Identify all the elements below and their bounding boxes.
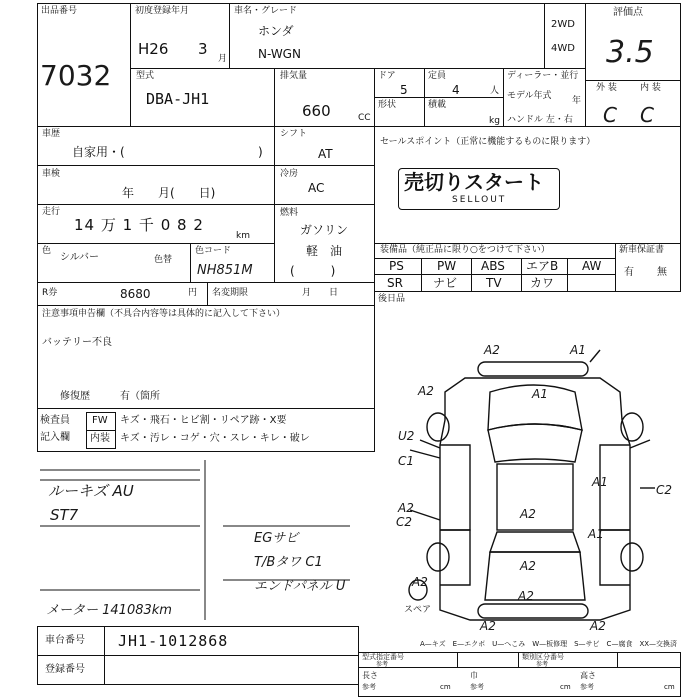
diagram-mark-a1-front: A1 — [570, 343, 586, 357]
body-outline — [440, 378, 630, 620]
model-code-label: 型式 — [136, 71, 155, 81]
equip-leather: カワ — [530, 276, 555, 290]
disp-label: 排気量 — [280, 71, 308, 81]
equip-title: 装備品（純正品に限り○をつけて下さい） — [380, 245, 550, 255]
color-code-label: 色コード — [195, 246, 232, 256]
diagram-mark-a2-left-fender: A2 — [418, 384, 434, 398]
reg-label: 初度登録年月 — [135, 6, 190, 16]
fw-items: キズ・飛石・ヒビ割・リペア跡・X要 — [120, 415, 287, 426]
load-label: 積載 — [428, 100, 447, 110]
sellout-stamp-sub: SELLOUT — [452, 195, 507, 205]
cap-label: 定員 — [428, 71, 447, 81]
mileage-label: 走行 — [42, 207, 61, 217]
name-change-label: 名変期限 — [212, 288, 249, 298]
hw-line-5: エンドパネル U — [254, 579, 346, 594]
name-change-value: 月 日 — [302, 288, 339, 298]
equip-sr: SR — [387, 276, 403, 290]
equip-pw: PW — [437, 259, 457, 273]
retrofit-label: 後日品 — [378, 294, 406, 304]
int-label: 内 装 — [640, 83, 661, 93]
color-label: 色 — [42, 246, 52, 256]
lot-label: 出品番号 — [41, 6, 78, 16]
ext-value: C — [603, 103, 617, 127]
recycle-label: R券 — [42, 288, 58, 298]
color-code: NH851M — [197, 263, 253, 278]
ac-label: 冷房 — [280, 169, 299, 179]
disp-value: 660 — [302, 102, 331, 120]
load-unit: kg — [489, 116, 500, 126]
rear-bumper — [478, 604, 588, 618]
mileage-unit: km — [236, 231, 250, 241]
int-items: キズ・汚レ・コゲ・穴・スレ・キレ・破レ — [120, 433, 310, 444]
repair-value: 有（箇所 — [120, 391, 160, 402]
diagram-mark-a2-left-rear: A2 — [412, 575, 428, 589]
diagram-mark-a2-roof: A2 — [520, 507, 536, 521]
shaken-label: 車検 — [42, 169, 61, 179]
notes-title: 注意事項申告欄（不具合内容等は具体的に記入して下さい） — [42, 309, 286, 319]
chassis-value: JH1-1012868 — [118, 632, 229, 650]
height-label: 高さ — [580, 671, 596, 680]
width-label: 巾 — [470, 671, 478, 680]
shift-value: AT — [318, 147, 333, 161]
model-code: DBA-JH1 — [146, 90, 210, 108]
diagram-mark-a2-rear-window: A2 — [520, 559, 536, 573]
grade-label: 評価点 — [613, 7, 643, 18]
length-ref: 参考 — [362, 683, 376, 691]
right-rear-door — [600, 530, 630, 585]
recolor-label: 色替 — [154, 255, 173, 265]
reg-month-unit: 月 — [218, 54, 228, 64]
hist-close: ) — [258, 145, 263, 159]
plate-label: 登録番号 — [45, 664, 85, 675]
spare-label: スペア — [404, 605, 432, 615]
warranty-yes: 有 — [624, 267, 634, 278]
sellout-stamp-main: 売切りスタート — [404, 170, 544, 194]
cap-unit: 人 — [490, 86, 500, 96]
length-unit: cm — [440, 683, 451, 691]
car-label: 車名・グレード — [234, 6, 298, 16]
doors-value: 5 — [400, 83, 408, 97]
hw-line-2: ST7 — [50, 506, 79, 524]
diagram-mark-a1-hood: A1 — [532, 387, 548, 401]
grade-value: 3.5 — [606, 35, 654, 70]
shift-label: シフト — [280, 129, 308, 139]
wheel-rear-right — [621, 543, 643, 571]
diagram-mark-a2-tailgate: A2 — [518, 589, 534, 603]
rear-window — [490, 532, 580, 552]
equip-ps: PS — [389, 259, 404, 273]
repair-label: 修復歴 — [60, 391, 90, 402]
color-value: シルバー — [60, 252, 100, 263]
equip-aw: AW — [582, 259, 602, 273]
hist-value: 自家用・( — [72, 145, 125, 159]
diagram-mark-c2-right: C2 — [656, 483, 673, 497]
year-unit: 年 — [572, 96, 582, 106]
recycle-value: 8680 — [120, 287, 151, 301]
type-num-ref: 参考 — [376, 661, 389, 668]
ac-value: AC — [308, 181, 325, 195]
dims-row — [358, 667, 681, 697]
front-bumper — [478, 362, 588, 376]
warranty-no: 無 — [657, 267, 667, 278]
hw-line-3: EGサビ — [254, 531, 299, 546]
diagram-mark-u2: U2 — [398, 429, 415, 443]
inspector-label-2: 記入欄 — [40, 432, 70, 443]
int-row-label: 内装 — [90, 433, 110, 444]
hw-line-1: ルーキズ AU — [48, 482, 134, 500]
left-front-door — [440, 445, 470, 530]
equip-airbag: エアB — [526, 259, 559, 273]
windshield — [488, 424, 582, 462]
diagram-mark-a2-left-door: A2 — [398, 501, 414, 515]
model-year-label: モデル年式 — [507, 91, 552, 101]
sales-title: セールスポイント（正常に機能するものに限ります） — [380, 137, 596, 147]
recycle-unit: 円 — [188, 288, 198, 298]
reg-era: H26 — [138, 40, 169, 58]
hist-label: 車歴 — [42, 129, 61, 139]
width-unit: cm — [560, 683, 571, 691]
drive-2wd: 2WD — [551, 19, 575, 30]
left-rear-door — [440, 530, 470, 585]
wheel-front-left — [427, 413, 449, 441]
chassis-label: 車台番号 — [45, 635, 85, 646]
fuel-other: ( ) — [290, 264, 336, 278]
dealer-label: ディーラー・並行 — [507, 71, 579, 81]
diagram-mark-c1: C1 — [398, 454, 415, 468]
wheel-rear-left — [427, 543, 449, 571]
width-ref: 参考 — [470, 683, 484, 691]
fuel-gas: ガソリン — [300, 223, 349, 237]
diagram-mark-a2-rear-bumper-right: A2 — [590, 619, 606, 633]
equip-navi: ナビ — [433, 276, 458, 290]
length-label: 長さ — [362, 671, 378, 680]
disp-unit: CC — [358, 113, 371, 123]
diagram-mark-a2-rear-bumper-left: A2 — [480, 619, 496, 633]
notes-content: バッテリー不良 — [42, 337, 112, 348]
type-num-label: 型式指定番号 — [362, 653, 404, 661]
reg-month: 3 — [198, 40, 208, 58]
drive-4wd: 4WD — [551, 43, 575, 54]
model: N-WGN — [258, 47, 301, 61]
diagram-mark-a2-front: A2 — [484, 343, 500, 357]
hw-line-4: T/Bタワ C1 — [254, 555, 323, 570]
warranty-label: 新車保証書 — [619, 245, 665, 255]
diagram-mark-c2-left: C2 — [396, 515, 413, 529]
ext-label: 外 装 — [596, 83, 617, 93]
shaken-value: 年 月( 日) — [122, 186, 216, 200]
doors-label: ドア — [378, 71, 396, 81]
equip-tv: TV — [486, 276, 502, 290]
equip-abs: ABS — [481, 259, 505, 273]
class-num-ref: 参考 — [536, 661, 549, 668]
height-unit: cm — [664, 683, 675, 691]
diagram-mark-a1-right-door: A1 — [592, 475, 608, 489]
lot-number: 7032 — [40, 59, 112, 92]
mileage-value: 14 万 1 千 0 8 2 — [74, 216, 204, 234]
shape-label: 形状 — [378, 100, 397, 110]
int-value: C — [640, 103, 654, 127]
cap-value: 4 — [452, 83, 460, 97]
height-ref: 参考 — [580, 683, 594, 691]
damage-legend: A—キズ E—エクボ U—へこみ W—板修理 S—サビ C—腐食 XX—交換済 — [420, 640, 678, 648]
hw-line-6: メーター 141083km — [46, 603, 172, 618]
fw-label: FW — [92, 415, 108, 426]
fuel-diesel: 軽 油 — [306, 244, 343, 258]
diagram-mark-a1-right-rear: A1 — [588, 527, 604, 541]
fuel-label: 燃料 — [280, 208, 299, 218]
class-num-label: 類別区分番号 — [522, 653, 564, 661]
inspector-label-1: 検査員 — [40, 415, 70, 426]
handle-label: ハンドル 左・右 — [507, 115, 573, 125]
maker: ホンダ — [258, 24, 294, 38]
